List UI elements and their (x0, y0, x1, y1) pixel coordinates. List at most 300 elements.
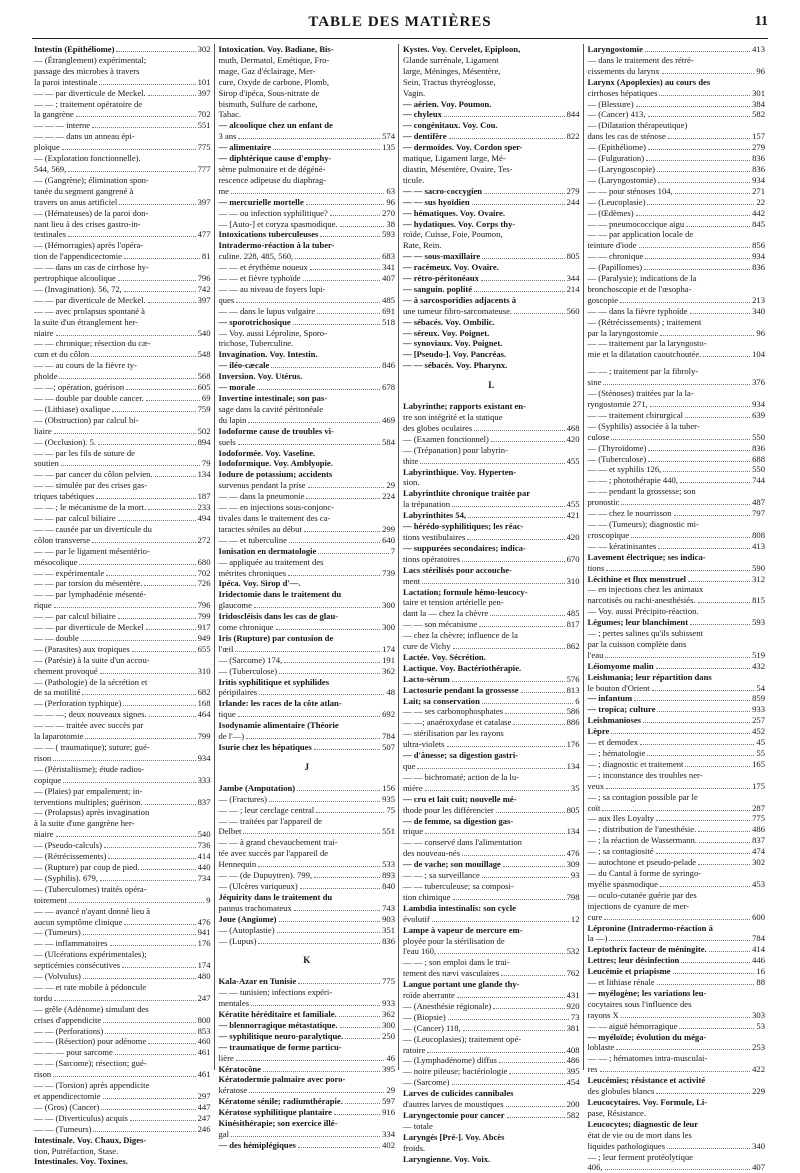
index-page-number: 934 (752, 251, 765, 262)
index-entry (403, 488, 580, 499)
index-entry-text: crises d'appendicite (34, 1014, 102, 1025)
index-entry-text: Jéquirity dans le traitement du (218, 891, 333, 902)
leader-dots (639, 247, 751, 248)
index-entry (219, 837, 396, 848)
index-entry-text: — et lithiase rénale (587, 977, 655, 988)
index-entry-text: — — au cours de la fièvre ty- (34, 360, 137, 371)
index-entry (403, 685, 580, 696)
index-entry (588, 262, 766, 273)
leader-dots (124, 291, 196, 292)
index-entry (403, 532, 580, 543)
index-entry-text: — — sus hyoïdien (403, 196, 470, 207)
index-entry (219, 589, 396, 600)
index-entry-text: — — ( traumatique); suture; gué- (34, 742, 150, 752)
index-entry-text: Inversion. Voy. Utérus. (218, 371, 303, 382)
leader-dots (106, 575, 195, 576)
index-entry (34, 775, 211, 786)
index-entry (403, 477, 580, 488)
index-entry (219, 55, 396, 66)
index-page-number: 797 (752, 508, 765, 519)
index-entry-text: sion. (403, 477, 420, 488)
index-entry (588, 219, 766, 230)
index-entry-text: tique (218, 709, 236, 720)
index-entry-text: — appliquée au traitement des (218, 556, 324, 567)
index-entry (403, 499, 580, 510)
index-page-number: 640 (382, 534, 395, 545)
index-page-number: 29 (386, 480, 395, 491)
index-entry (588, 432, 766, 443)
index-entry-text: froids. (403, 1142, 426, 1153)
index-entry (403, 1121, 580, 1132)
index-entry (219, 44, 396, 55)
index-entry-text: — (Sarcome) 174, (218, 654, 283, 665)
index-page-number: 247 (197, 1112, 211, 1123)
index-entry-text: Intestinale. Voy. Chaux, Diges- (34, 1134, 147, 1145)
index-entry (34, 1124, 211, 1135)
index-entry (34, 295, 211, 306)
index-page-number: 54 (756, 682, 765, 693)
index-entry-text: trique (403, 826, 424, 837)
index-entry (588, 1075, 766, 1086)
index-entry (588, 1108, 766, 1119)
leader-dots (85, 738, 195, 739)
leader-dots (82, 694, 195, 695)
index-entry (34, 1036, 211, 1047)
index-entry-text: — (Péristaltisme); étude radios- (34, 763, 145, 774)
index-entry (588, 639, 766, 650)
index-entry-text: — ; pertes salines qu'ils subissent (587, 628, 703, 639)
index-entry-text: roïde, Cuisse, Foie, Poumon, (403, 229, 503, 240)
index-entry-text: — [Pseudo-]. Voy. Pancréas. (403, 349, 507, 360)
index-entry-text: — — inflammatoires (34, 938, 108, 949)
index-column-2 (218, 44, 400, 1150)
index-entry (403, 1143, 580, 1154)
index-entry-text: — — causée par un diverticule du (34, 523, 152, 534)
index-page-number: 310 (197, 665, 211, 676)
leader-dots (453, 899, 565, 900)
index-entry-text: tanée du segment gangrené à (34, 185, 134, 196)
leader-dots (238, 716, 380, 717)
index-entry (588, 88, 766, 99)
index-page-number: 683 (382, 251, 395, 262)
index-entry-text: — diphtérique cause d'emphy- (218, 153, 332, 164)
index-page-number: 688 (752, 453, 765, 464)
index-entry (219, 709, 396, 720)
index-entry (588, 44, 766, 55)
index-entry-text: — — conservé dans l'alimentation (403, 837, 522, 848)
index-entry-text: l'œil (218, 643, 234, 654)
index-entry-text: — sporotrichosique (218, 316, 291, 327)
index-entry-text: glaucome (218, 600, 252, 611)
index-entry-text: Lavement électrique; ses indica- (587, 551, 706, 562)
index-entry-text: res (587, 1064, 598, 1075)
index-entry (403, 88, 580, 99)
index-entry-text: — — pendant la grossesse; son (587, 486, 696, 497)
leader-dots (130, 1120, 196, 1121)
index-entry (588, 377, 766, 388)
index-entry (219, 153, 396, 164)
index-page-number: 333 (197, 774, 211, 785)
leader-dots (53, 1076, 195, 1077)
index-page-number: 469 (382, 414, 395, 425)
index-page-number: 551 (382, 826, 395, 837)
index-entry-text: — (Fulguration) (587, 153, 645, 164)
index-entry (403, 131, 580, 142)
index-entry (403, 44, 580, 55)
index-entry-text: liquides pathologiques (587, 1140, 666, 1151)
index-entry (403, 554, 580, 565)
index-entry-text: cirrhoses hépatiques (587, 87, 658, 98)
index-entry (588, 890, 766, 901)
index-entry (588, 338, 766, 349)
leader-dots (499, 1062, 565, 1063)
index-page-number: 341 (382, 262, 395, 273)
index-entry-text: bronchoscopie et de l'œsopha- (587, 283, 692, 294)
index-entry-text: — ; sa contagion possible par le (587, 791, 698, 802)
index-page-number: 271 (752, 185, 765, 196)
leader-dots (453, 648, 565, 649)
index-entry-text: Laryngectomie pour cancer (403, 1110, 505, 1120)
index-entry-text: ment (403, 575, 421, 586)
leader-dots (611, 439, 750, 440)
index-entry (219, 262, 396, 273)
index-entry (588, 1119, 766, 1130)
leader-dots (81, 640, 196, 641)
index-entry (588, 366, 766, 377)
index-entry-text: — — aiguë hémorragique (587, 1020, 678, 1031)
index-page-number: 447 (197, 1101, 211, 1112)
leader-dots (656, 820, 750, 821)
index-page-number: 224 (382, 491, 395, 502)
index-entry (403, 630, 580, 641)
index-entry-text: — Voy. aussi Léproline, Sporo- (218, 327, 327, 338)
index-entry (219, 870, 396, 881)
index-entry-text: — (Blessure) (587, 98, 634, 109)
leader-dots (479, 626, 564, 627)
index-entry-text: — (Invagination). 56, 72, (34, 283, 122, 294)
index-entry-text: — — ; sa surveillance (403, 870, 480, 881)
index-entry-text: myélie spasmodique (587, 878, 658, 889)
index-entry-text: Labyrinthique. Voy. Hyperten- (403, 466, 517, 477)
index-page-number: 702 (197, 567, 211, 578)
leader-dots (482, 877, 569, 878)
index-page-number: 253 (752, 1042, 765, 1053)
leader-dots (92, 542, 196, 543)
leader-dots (146, 400, 200, 401)
index-page-number: 79 (201, 458, 211, 469)
index-entry-text: — (Tumeurs) (34, 927, 81, 938)
index-entry (34, 491, 211, 502)
index-entry (588, 388, 766, 399)
page-number: 11 (754, 14, 768, 29)
index-entry (34, 284, 211, 295)
index-page-number: 468 (566, 422, 580, 433)
index-entry (588, 349, 766, 360)
index-entry (588, 1042, 766, 1053)
index-page-number: 775 (752, 813, 765, 824)
index-entry (34, 568, 211, 579)
leader-dots (119, 204, 195, 205)
index-page-number: 576 (566, 673, 580, 684)
index-page-number: 233 (197, 502, 211, 513)
index-page-number: 176 (197, 938, 211, 949)
index-entry (588, 328, 766, 339)
index-entry (403, 1110, 580, 1121)
index-entry (403, 153, 580, 164)
index-entry (34, 1069, 211, 1080)
leader-dots (243, 833, 380, 834)
leader-dots (110, 945, 196, 946)
index-entry (588, 606, 766, 617)
index-entry (588, 912, 766, 923)
leader-dots (304, 531, 380, 532)
index-entry-text: gal (218, 1129, 229, 1139)
index-page-number: 81 (201, 251, 211, 262)
index-page-number: 533 (382, 859, 395, 870)
index-entry (403, 761, 580, 772)
index-page-number: 272 (197, 534, 211, 545)
leader-dots (298, 983, 380, 984)
index-entry (588, 508, 766, 519)
leader-dots (314, 749, 380, 750)
index-entry-text: cure (587, 911, 603, 922)
leader-dots (155, 476, 196, 477)
index-page-number: 485 (382, 294, 395, 305)
leader-dots (300, 888, 380, 889)
index-entry (588, 66, 766, 77)
index-entry (403, 826, 580, 837)
index-page-number: 678 (382, 382, 395, 393)
leader-dots (69, 902, 204, 903)
index-entry (34, 949, 211, 960)
index-entry (403, 445, 580, 456)
index-page-number: 246 (197, 1123, 211, 1134)
index-entry-text: suels (218, 436, 236, 447)
index-entry (34, 906, 211, 917)
leader-dots (457, 997, 565, 998)
index-entry (34, 829, 211, 840)
index-page-number: 420 (566, 531, 580, 542)
index-entry-text: — autochtone et pseudo-pelade (587, 857, 697, 868)
index-page-number: 777 (197, 163, 211, 174)
index-entry (219, 698, 396, 709)
index-page-number: 408 (566, 1044, 580, 1055)
index-page-number: 96 (386, 196, 395, 207)
index-page-number: 519 (752, 649, 765, 660)
leader-dots (269, 801, 380, 802)
leader-dots (673, 973, 755, 974)
index-entry (403, 434, 580, 445)
index-entry-text: — ; inconstance des troubles ner- (587, 769, 703, 780)
index-entry-text: Lèpre (587, 726, 610, 737)
index-entry (588, 175, 766, 186)
index-entry (403, 273, 580, 284)
leader-dots (103, 1022, 195, 1023)
index-page-number: 487 (752, 497, 765, 508)
index-page-number: 568 (197, 371, 211, 382)
leader-dots (640, 744, 754, 745)
index-entry (219, 88, 396, 99)
index-page-number: 397 (197, 294, 211, 305)
leader-dots (238, 444, 380, 445)
leader-dots (231, 1136, 380, 1137)
index-entry-text: — tropica; culture (587, 704, 656, 715)
index-entry (219, 306, 396, 317)
index-entry-text: Kératose syphilitique plantaire (218, 1107, 332, 1118)
index-entry (219, 229, 396, 240)
index-entry-text: — — par le ligament mésentério- (34, 545, 150, 556)
leader-dots (271, 367, 380, 368)
index-entry-text: — — simulée par des crises gas- (34, 480, 148, 491)
index-page-number: 455 (566, 499, 580, 510)
index-entry (403, 423, 580, 434)
index-entry (588, 464, 766, 475)
index-entry (219, 186, 396, 197)
index-entry (588, 1141, 766, 1152)
index-entry-text: Leucocytes; diagnostic de leur (587, 1118, 699, 1129)
index-entry (219, 794, 396, 805)
index-entry (34, 99, 211, 110)
leader-dots (643, 722, 750, 723)
leader-dots (501, 975, 564, 976)
index-entry-text: Ipéca. Voy. Sirop d'—. (218, 578, 301, 589)
index-entry (403, 164, 580, 175)
index-entry-text: mière (403, 782, 423, 793)
index-entry-text: rison (34, 752, 52, 763)
leader-dots (294, 910, 380, 911)
index-entry-text: — — dans la fièvre typhoïde (587, 305, 688, 316)
index-entry (219, 426, 396, 437)
index-entry-text: Lettres; leur désinfection (587, 955, 680, 966)
index-entry (34, 633, 211, 644)
index-entry-text: des nouveau-nés (403, 848, 461, 859)
leader-dots (600, 1071, 751, 1072)
index-column-1 (34, 44, 215, 1167)
index-entry (34, 77, 211, 88)
index-page-number: 808 (752, 529, 765, 540)
index-entry-text: — et demodex (587, 737, 639, 748)
index-entry (219, 328, 396, 339)
index-page-number: 344 (566, 273, 580, 284)
leader-dots (100, 673, 196, 674)
leader-dots (447, 746, 565, 747)
index-entry-text: — — ses carbonophosphates (403, 706, 504, 717)
index-entry (588, 846, 766, 857)
index-entry (588, 650, 766, 661)
index-entry (219, 469, 396, 480)
index-page-number: 229 (752, 1086, 765, 1097)
index-page-number: 397 (197, 196, 211, 207)
index-entry-text: — (Pseudo-calculs) (34, 840, 103, 851)
index-page-number: 213 (752, 294, 765, 305)
leader-dots (603, 384, 750, 385)
index-entry-text: veux (587, 780, 605, 791)
index-entry (34, 589, 211, 600)
index-page-number: 759 (197, 403, 211, 414)
index-entry (219, 382, 396, 393)
leader-dots (68, 236, 196, 237)
index-page-number: 407 (382, 273, 395, 284)
leader-dots (148, 302, 196, 303)
index-entry-text: bismuth, Sulfure de carbone, (218, 98, 318, 109)
index-page-number: 934 (752, 174, 765, 185)
index-entry (34, 927, 211, 938)
index-page-number: 464 (197, 709, 211, 720)
index-entry-text: — (Sténoses) traitées par la la- (587, 388, 694, 399)
index-entry (34, 753, 211, 764)
index-page-number: 48 (386, 687, 395, 698)
index-page-number: 486 (566, 1055, 580, 1066)
index-entry-text: pannus trachomateux (218, 902, 292, 913)
leader-dots (148, 509, 195, 510)
index-entry (403, 338, 580, 349)
leader-dots (648, 450, 750, 451)
index-page-number: 540 (197, 829, 211, 840)
index-entry-text: — — traitement chirurgical (587, 409, 684, 420)
section-letter (219, 955, 396, 966)
index-entry-text: — — — dans un anneau épi- (34, 131, 135, 142)
leader-dots (61, 465, 200, 466)
index-page-number: 38 (386, 218, 395, 229)
index-page-number: 845 (752, 218, 765, 229)
index-entry (34, 578, 211, 589)
leader-dots (521, 692, 565, 693)
index-entry (588, 1130, 766, 1141)
index-entry (219, 142, 396, 153)
leader-dots (507, 1117, 565, 1118)
index-entry-text: — (Gros) (Cancer) (34, 1101, 100, 1112)
index-entry (34, 306, 211, 317)
index-page-number: 480 (197, 971, 211, 982)
index-entry-text: Isurie chez les hépatiques (218, 742, 312, 752)
index-entry-text: Iodure de potassium; accidents (218, 469, 333, 480)
index-entry (34, 622, 211, 633)
index-entry (34, 611, 211, 622)
index-entry-text: mésocolique (34, 556, 78, 567)
index-entry-text: — (Papillomes) (587, 262, 643, 273)
index-page-number: 893 (382, 870, 395, 881)
index-entry-text: pase, Résistance. (587, 1107, 646, 1118)
index-entry-text: liaire (34, 425, 52, 436)
index-entry (34, 764, 211, 775)
index-entry-text: tée avec succès par l'appareil de (218, 848, 329, 859)
index-entry-text: ployée pour la stérilisation de (403, 935, 505, 946)
index-entry (34, 208, 211, 219)
index-entry (34, 557, 211, 568)
leader-dots (425, 790, 569, 791)
leader-dots (645, 51, 750, 52)
index-entry (34, 219, 211, 230)
index-entry-text: mage, Gaz d'éclairage, Mer- (218, 65, 316, 76)
index-entry-text: mentales (218, 998, 250, 1009)
index-entry-text: la laparotomie (34, 731, 84, 742)
index-entry (219, 208, 396, 219)
leader-dots (509, 1073, 564, 1074)
index-page-number: 55 (756, 748, 765, 758)
index-entry (219, 480, 396, 491)
leader-dots (93, 1131, 195, 1132)
index-entry (588, 901, 766, 912)
index-entry (588, 109, 766, 120)
section-letter-text: J (304, 761, 309, 772)
index-entry-text: tivales dans le traitement des ca- (218, 512, 331, 523)
index-entry-text: Lacto-sérum (403, 673, 450, 684)
index-page-number: 407 (752, 1162, 765, 1173)
index-entry-text: — — (Résection) pour adénome (34, 1036, 147, 1047)
index-entry-text: Hennequin (218, 859, 257, 870)
index-entry-text: — (Sarcome) (403, 1077, 450, 1088)
index-entry (219, 317, 396, 328)
